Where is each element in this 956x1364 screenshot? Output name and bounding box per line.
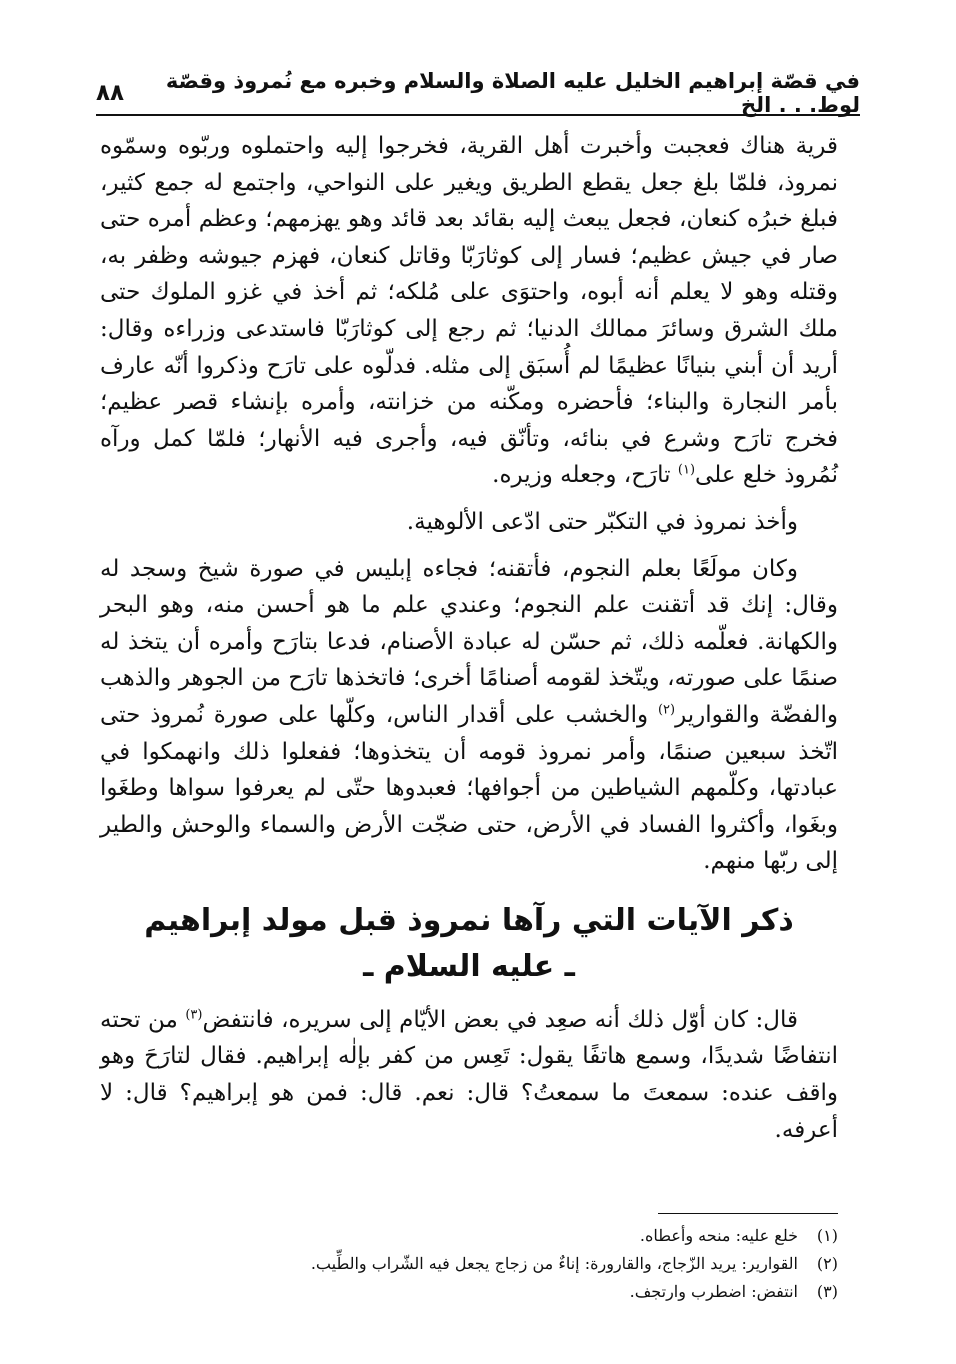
paragraph-text: وكان مولَعًا بعلم النجوم، فأتقنه؛ فجاءه إبليس في صورة شيخ وسجد له وقال: إنك قد أتقنت علم النجوم؛ وعندي علم ما هو أحسن منه، وهو البحر والكهانة. فعلّمه ذلك، ثم حسّن له عبادة الأصنام، فدعا بتارَح وأمره أن يتخذ له صنمًا على صورته، ويتّخذ لقومه أصنامًا أخرى؛ فاتخذها تارَح من الجوهر والذهب والفضّة والقوارير	[100, 555, 838, 728]
paragraph-2	[100, 504, 838, 541]
footnote-rule	[658, 1213, 838, 1214]
footnote-number: (٢)	[816, 1254, 838, 1273]
footnote-ref-3: (٣)	[185, 1007, 203, 1023]
paragraph-text: قرية هناك فعجبت وأخبرت أهل القرية، فخرجوا إليه واحتملوه وربّوه وسمّوه نمروذ، فلمّا بلغ جعل يقطع الطريق ويغير على النواحي، واجتمع له جمع كثير، فبلغ خبرُه كنعان، فجعل يبعث إليه بقائد بعد قائد وهو يهزمهم؛ وعظم أمره حتى صار في جيش عظيم؛ فسار إلى كوثارَبّا وقاتل كنعان، فهزم جيوشه وظفر به، وقتله وهو لا يعلم أنه أبوه، واحتوَى على مُلكه؛ ثم أخذ في غزو الملوك حتى ملك الشرق وسائرَ ممالك الدنيا؛ ثم رجع إلى كوثارَبّا فاستدعى وزراءه وقال: أريد أن أبني بنيانًا عظيمًا لم أُسبَق إلى مثله. فدلّوه على تارَح وذكروا أنّه عارف بأمر النجارة والبناء؛ فأحضره ومكّنه من خزانته، وأمره بإنشاء قصر عظيم؛ فخرج تارَح وشرع في بنائه، وتأنّق فيه، وأجرى فيه الأنهار؛ فلمّا كمل ورآه نُمُروذ خلع على	[100, 133, 838, 489]
footnotes	[100, 1222, 838, 1306]
paragraph-text: قال: كان أوّل ذلك أنه صعِد في بعض الأيّام إلى سريره، فانتفض	[202, 1006, 798, 1033]
footnote-ref-2: (٢)	[657, 702, 676, 718]
footnote-ref-1: (١)	[677, 462, 696, 478]
running-header	[96, 69, 860, 117]
paragraph-text: والخشب على أقدار الناس، وكلّها على صورة نُمروذ حتى اتّخذ سبعين صنمًا، وأمر نمروذ قومه أن يتخذوها؛ ففعلوا ذلك وانهمكوا في عبادتها، وكلّمهم الشياطين من أجوافها؛ فعبدوها حتّى لم يعرفوا سواها وطغَوا وبغَوا، وأكثروا الفساد في الأرض، حتى ضجّت الأرض والسماء والوحش والطير إلى ربّها منهم.	[100, 701, 838, 875]
footnote-number: (١)	[816, 1226, 838, 1245]
section-title-line-2: ـ عليه السلام ـ	[363, 948, 575, 984]
paragraph-3	[100, 551, 838, 880]
footnote-number: (٣)	[816, 1282, 838, 1301]
footnote-1	[100, 1222, 838, 1250]
footnote-text: القوارير: يريد الزّجاج، والقارورة: إناءٌ من زجاج يجعل فيه الشّراب والطِّيب.	[310, 1254, 798, 1273]
footnote-3	[100, 1278, 838, 1306]
paragraph-text: تارَح، وجعله وزيره.	[492, 462, 678, 489]
running-title: في قصّة إبراهيم الخليل عليه الصلاة والسلام وخبره مع نُمروذ وقصّة لوط. . . الخ	[165, 69, 860, 117]
header-rule	[96, 114, 860, 116]
paragraph-4	[100, 1002, 838, 1148]
footnote-text: انتفض: اضطرب وارتجف.	[629, 1282, 798, 1301]
page-number: ٨٨	[96, 80, 125, 106]
paragraph-1	[100, 128, 838, 494]
paragraph-text: وأخذ نمروذ في التكبّر حتى ادّعى الألوهية.	[406, 508, 798, 535]
footnote-text: خلع عليه: منحه وأعطاه.	[639, 1226, 798, 1245]
main-text	[100, 128, 838, 1148]
paragraph-text: من تحته انتفاضًا شديدًا، وسمع هاتفًا يقول: تَعِس من كفر بإلٰه إبراهيم. فقال لتارَحَ وهو واقف عنده: سمعتَ ما سمعتُ؟ قال: نعم. قال: فمن هو إبراهيم؟ قال: لا أعرفه.	[100, 1006, 838, 1143]
section-heading	[100, 898, 838, 990]
section-title-line-1: ذكر الآيات التي رآها نمروذ قبل مولد إبراهيم	[144, 902, 794, 938]
footnote-2	[100, 1250, 838, 1278]
